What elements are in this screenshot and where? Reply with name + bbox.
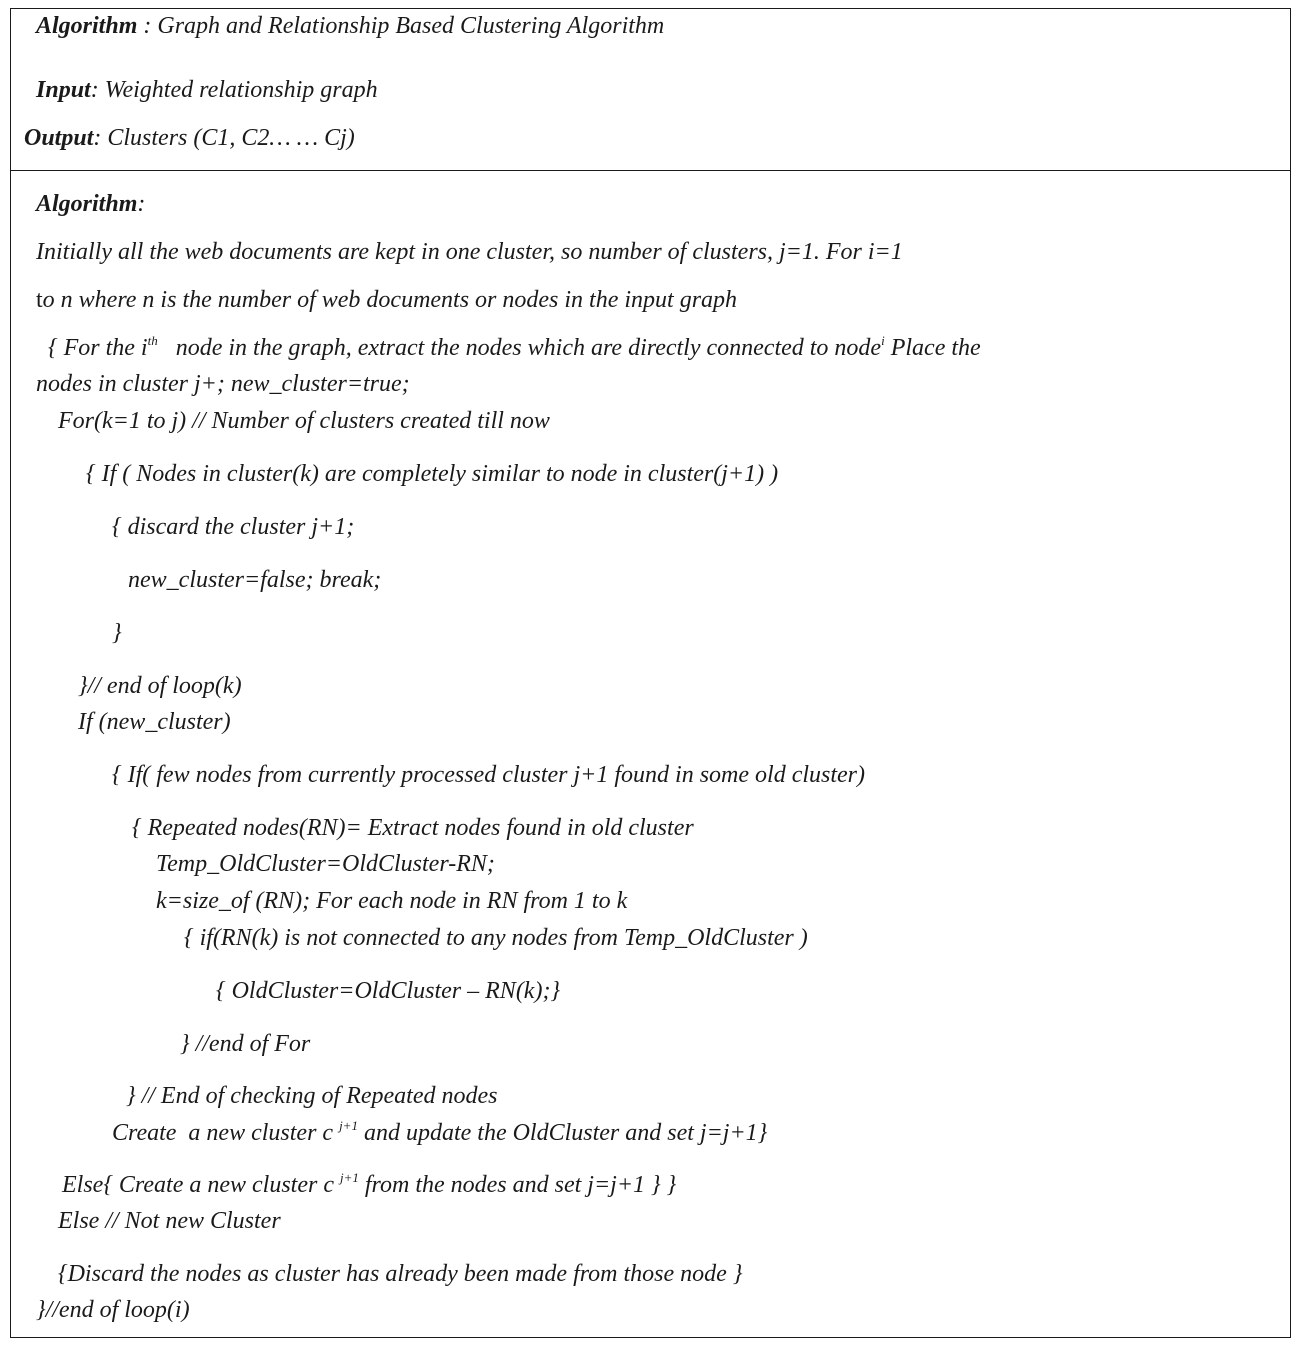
code-line-3-b: node in the graph, extract the nodes which are directly connected to node: [157, 335, 882, 361]
code-line-12: { If( few nodes from currently processed cluster j+1 found in some old cluster): [112, 762, 866, 788]
code-line-2: [36, 286, 737, 314]
code-line-14: Temp_OldCluster=OldCluster-RN;: [156, 851, 495, 877]
code-line-10: }// end of loop(k): [78, 673, 242, 699]
code-line-21-a: Else{ Create a new cluster c: [62, 1172, 340, 1198]
code-line-11: If (new_cluster): [78, 709, 231, 735]
code-line-20-a: Create a new cluster c: [112, 1120, 340, 1146]
code-line-23: {Discard the nodes as cluster has already been made from those node }: [58, 1261, 743, 1287]
code-line-20-sup: j+1: [339, 1118, 358, 1133]
code-line-6: { If ( Nodes in cluster(k) are completely similar to node in cluster(j+1) ): [86, 461, 779, 487]
code-line-3-sup: th: [147, 333, 158, 348]
code-line-21-b: from the nodes and set j=j+1 } }: [358, 1172, 677, 1198]
body-algorithm-label: Algorithm: [36, 191, 138, 217]
output-text: : Clusters (C1, C2… … Cj): [93, 125, 355, 151]
code-line-7: { discard the cluster j+1;: [112, 514, 355, 540]
code-line-16: { if(RN(k) is not connected to any nodes from Temp_OldCluster ): [184, 925, 808, 951]
code-line-20-b: and update the OldCluster and set j=j+1}: [357, 1120, 768, 1146]
code-line-3: [48, 334, 981, 365]
output-line: [24, 124, 355, 152]
code-line-2-text: o n where n is the number of web documents or nodes in the input graph: [42, 287, 738, 313]
code-line-21: [62, 1171, 676, 1202]
code-line-15: k=size_of (RN); For each node in RN from 1 to k: [156, 888, 628, 914]
code-line-21-sup: j+1: [339, 1170, 359, 1185]
code-line-17: { OldCluster=OldCluster – RN(k);}: [216, 978, 561, 1004]
code-line-5: For(k=1 to j) // Number of clusters created till now: [58, 408, 550, 434]
input-label: Input: [36, 77, 91, 103]
code-line-13: { Repeated nodes(RN)= Extract nodes found in old cluster: [132, 815, 694, 841]
body-colon: :: [137, 191, 146, 217]
code-line-3-a: { For the i: [48, 335, 148, 361]
code-line-19: } // End of checking of Repeated nodes: [126, 1083, 498, 1109]
code-line-18: } //end of For: [180, 1031, 311, 1057]
algorithm-name: : Graph and Relationship Based Clustering Algorithm: [137, 13, 665, 39]
algorithm-label: Algorithm: [36, 13, 138, 39]
code-line-3-sup2: i: [881, 333, 885, 348]
code-line-8: new_cluster=false; break;: [128, 567, 382, 593]
code-line-2-prefix: t: [36, 287, 43, 313]
code-line-3-c: Place the: [884, 335, 981, 361]
header-divider: [10, 170, 1291, 171]
input-line: [36, 76, 378, 104]
code-line-22: Else // Not new Cluster: [58, 1208, 281, 1234]
algorithm-title: [36, 12, 664, 40]
code-line-9: }: [112, 620, 122, 646]
code-line-4: nodes in cluster j+; new_cluster=true;: [36, 371, 410, 397]
code-line-20: [112, 1119, 767, 1150]
code-line-24: }//end of loop(i): [36, 1297, 190, 1323]
code-line-1: Initially all the web documents are kept in one cluster, so number of clusters, j=1. For i=1: [36, 239, 903, 265]
input-text: : Weighted relationship graph: [90, 77, 378, 103]
body-heading: [36, 190, 145, 218]
output-label: Output: [24, 125, 94, 151]
